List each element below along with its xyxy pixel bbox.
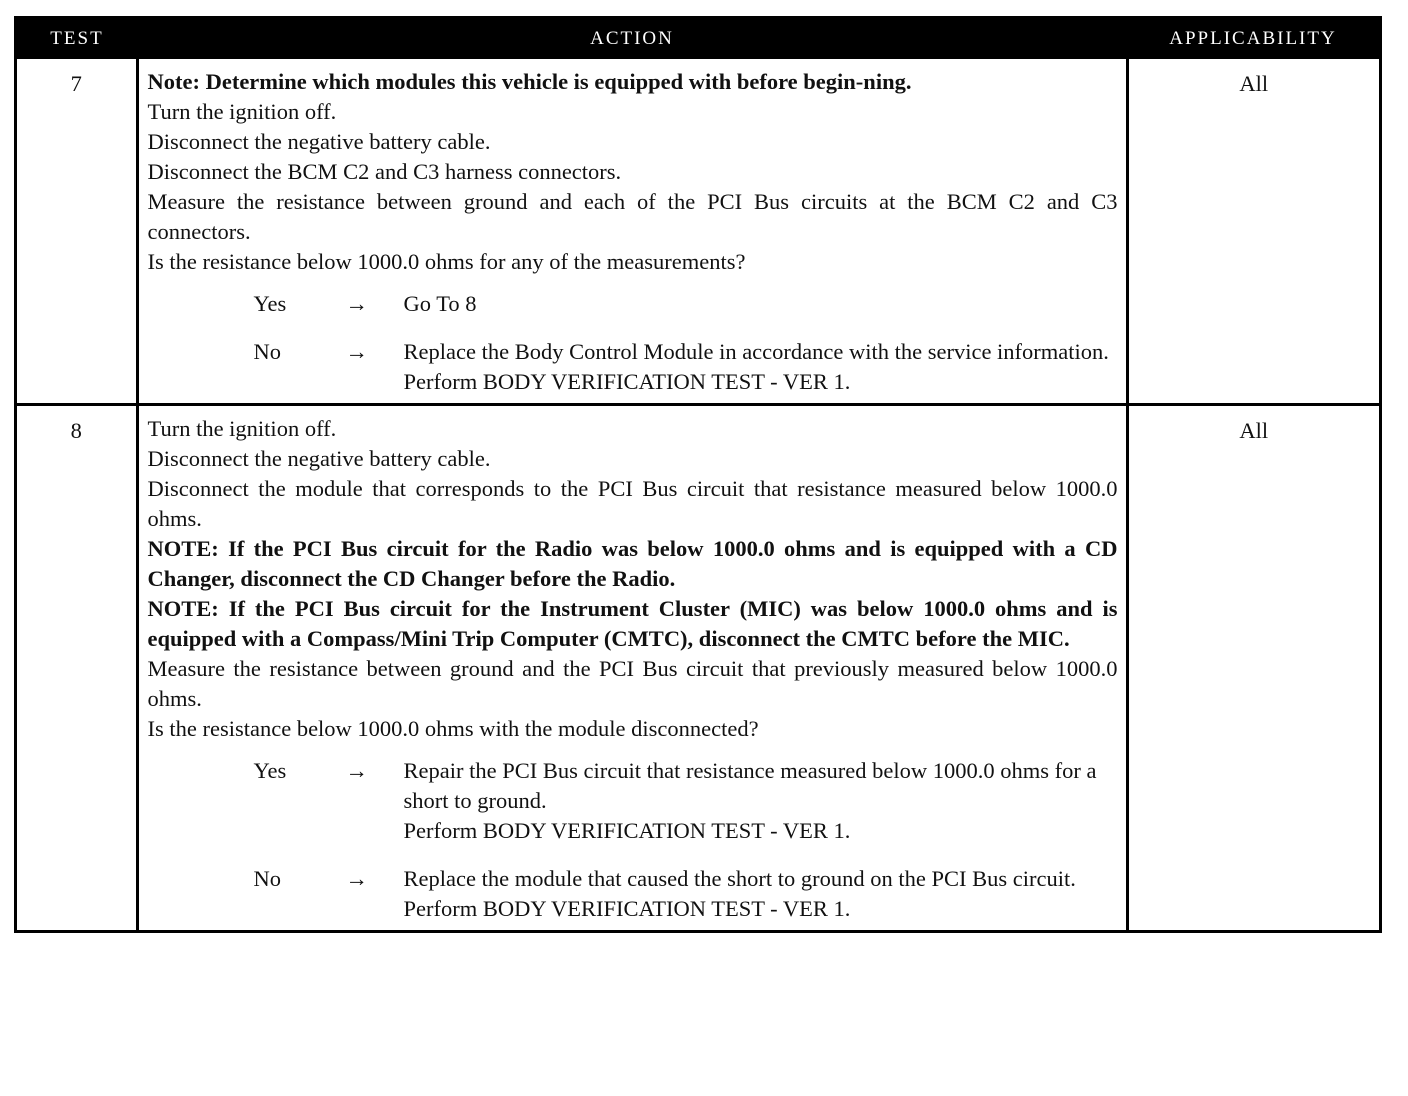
arrow-icon: → [345, 866, 368, 891]
test-row-7 [17, 59, 1379, 405]
header-action: ACTION [137, 19, 1127, 59]
instruction-line: Turn the ignition off. [147, 416, 337, 441]
result-line: Replace the Body Control Module in accordance with the service information. [403, 339, 1109, 364]
applicability-cell: All [1239, 71, 1269, 96]
instruction-line: Disconnect the module that corresponds to the PCI Bus circuit that resistance measured below 1000.0 ohms. [147, 476, 1118, 531]
header-applicability: APPLICABILITY [1127, 19, 1379, 59]
answer-yes [148, 289, 1118, 319]
arrow-icon: → [345, 758, 368, 783]
arrow-icon: → [345, 339, 368, 364]
answer-no [148, 864, 1118, 924]
instruction-line: Turn the ignition off. [147, 99, 337, 124]
result-line: Replace the module that caused the short to ground on the PCI Bus circuit. [403, 866, 1076, 891]
answer-label: No [253, 866, 281, 891]
header-row [17, 19, 1379, 59]
note-line: NOTE: If the PCI Bus circuit for the Radio was below 1000.0 ohms and is equipped with a CD Changer, disconnect the CD Changer before the Radio. [147, 536, 1118, 591]
instruction-line: Disconnect the negative battery cable. [147, 446, 491, 471]
test-number: 8 [17, 405, 137, 931]
answer-label: Yes [253, 758, 287, 783]
answer-label: Yes [253, 291, 287, 316]
test-number: 7 [17, 59, 137, 405]
answer-yes [148, 756, 1118, 846]
answer-label: No [253, 339, 281, 364]
action-cell [137, 59, 1127, 405]
result-line: Perform BODY VERIFICATION TEST - VER 1. [403, 818, 851, 843]
header-test: TEST [17, 19, 137, 59]
answer-no [148, 337, 1118, 397]
arrow-icon: → [345, 291, 368, 316]
note-line: Note: Determine which modules this vehicle is equipped with before begin-ning. [147, 69, 912, 94]
answer-result [296, 289, 1118, 319]
action-cell [137, 405, 1127, 931]
question-line: Is the resistance below 1000.0 ohms with the module disconnected? [147, 716, 759, 741]
test-row-8 [17, 405, 1379, 931]
instruction-line: Measure the resistance between ground and the PCI Bus circuit that previously measured below 1000.0 ohms. [147, 656, 1118, 711]
instruction-line: Disconnect the negative battery cable. [147, 129, 491, 154]
result-line: Perform BODY VERIFICATION TEST - VER 1. [403, 369, 851, 394]
answer-list [148, 289, 1118, 397]
answer-result [296, 864, 1118, 924]
result-line: Perform BODY VERIFICATION TEST - VER 1. [403, 896, 851, 921]
result-line: Repair the PCI Bus circuit that resistance measured below 1000.0 ohms for a short to ground. [403, 758, 1097, 813]
result-line: Go To 8 [403, 291, 477, 316]
answer-result [296, 337, 1118, 397]
instruction-line: Measure the resistance between ground and each of the PCI Bus circuits at the BCM C2 and C3 connectors. [147, 189, 1118, 244]
applicability-cell: All [1127, 405, 1379, 931]
question-line: Is the resistance below 1000.0 ohms for any of the measurements? [147, 249, 746, 274]
note-line: NOTE: If the PCI Bus circuit for the Instrument Cluster (MIC) was below 1000.0 ohms and is equipped with a Compass/Mini Trip Computer (CMTC), disconnect the CMTC before the MIC. [147, 596, 1118, 651]
diagnostic-test-table [17, 19, 1379, 930]
answer-result [296, 756, 1118, 846]
instruction-line: Disconnect the BCM C2 and C3 harness connectors. [147, 159, 622, 184]
answer-list [148, 756, 1118, 924]
diagnostic-table-frame [14, 16, 1382, 933]
